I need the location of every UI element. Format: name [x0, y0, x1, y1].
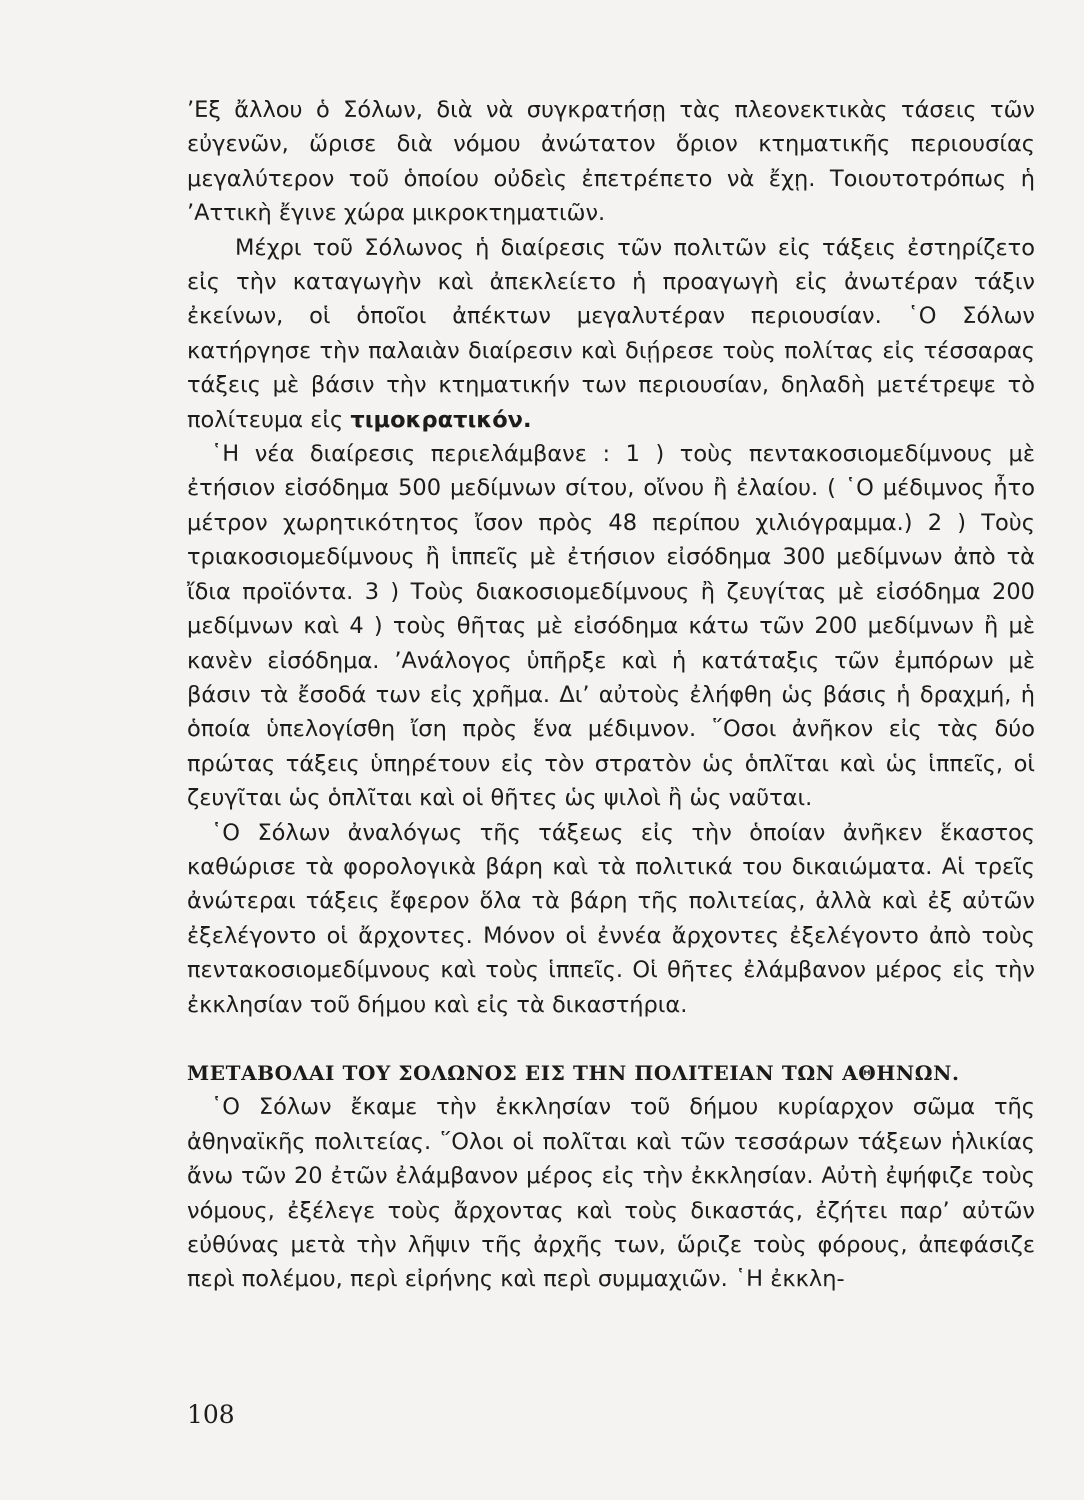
paragraph-assembly: ῾Ο Σόλων ἔκαμε τὴν ἐκκλησίαν τοῦ δήμου κυρίαρχον σῶμα τῆς ἀθηναϊκῆς πολιτείας. ῞Ολοι οἱ πολῖται καὶ τῶν τεσσάρων τάξεων ἡλικίας ἄνω τῶν 20 ἐτῶν ἐλάμβανον μέρος εἰς τὴν ἐκκλησίαν. Αὐτὴ ἐψήφιζε τοὺς νόμους, ἐξέλεγε τοὺς ἄρχοντας καὶ τοὺς δικαστάς, ἐζήτει παρ’ αὐτῶν εὐθύνας μετὰ τὴν λῆψιν τῆς ἀρχῆς των, ὥριζε τοὺς φόρους, ἀπεφάσιζε περὶ πολέμου, περὶ εἰρήνης καὶ περὶ συμμαχιῶν. ῾Η ἐκκλη- [187, 1094, 1035, 1293]
page-number: 108 [187, 1400, 235, 1429]
paragraph-solon-property-limit: ’Εξ ἄλλου ὁ Σόλων, διὰ νὰ συγκρατήσῃ τὰς πλεονεκτικὰς τάσεις τῶν εὐγενῶν, ὥρισε διὰ νόμου ἀνώτατον ὅριον κτηματικῆς περιουσίας μεγαλύτερον τοῦ ὁποίου οὐδεὶς ἐπετρέπετο νὰ ἔχῃ. Τοιουτοτρόπως ἡ ’Αττικὴ ἔγινε χώρα μικροκτηματιῶν. [187, 97, 1035, 227]
paragraph-class-division-text: Μέχρι τοῦ Σόλωνος ἡ διαίρεσις τῶν πολιτῶν εἰς τάξεις ἐστηρίζετο εἰς τὴν καταγωγὴν καὶ ἀπεκλείετο ἡ προαγωγὴ εἰς ἀνωτέραν τάξιν ἐκείνων, οἱ ὁποῖοι ἀπέκτων μεγαλυτέραν περιουσίαν. ῾Ο Σόλων κατήργησε τὴν παλαιὰν διαίρεσιν καὶ διῄρεσε τοὺς πολίτας εἰς τέσσαρας τάξεις μὲ βάσιν τὴν κτηματικήν των περιουσίαν, δηλαδὴ μετέτρεψε τὸ πολίτευμα εἰς [187, 234, 1035, 433]
paragraph-taxes-rights: ῾Ο Σόλων ἀναλόγως τῆς τάξεως εἰς τὴν ὁποίαν ἀνῆκεν ἕκαστος καθώρισε τὰ φορολογικὰ βάρη καὶ τὰ πολιτικά του δικαιώματα. Αἱ τρεῖς ἀνώτεραι τάξεις ἔφερον ὅλα τὰ βάρη τῆς πολιτείας, ἀλλὰ καὶ ἐξ αὐτῶν ἐξελέγοντο οἱ ἄρχοντες. Μόνον οἱ ἐννέα ἄρχοντες ἐξελέγοντο ἀπὸ τοὺς πεντακοσιομεδίμνους καὶ τοὺς ἱππεῖς. Οἱ θῆτες ἐλάμβανον μέρος εἰς τὴν ἐκκλησίαν τοῦ δήμου καὶ εἰς τὰ δικαστήρια. [187, 819, 1035, 1018]
timocracy-term: τιμοκρατικόν. [350, 406, 532, 433]
section-heading: ΜΕΤΑΒΟΛΑΙ ΤΟΥ ΣΟΛΩΝΟΣ ΕΙΣ ΤΗΝ ΠΟΛΙΤΕΙΑΝ ΤΩΝ ΑΘΗΝΩΝ. [187, 1060, 960, 1085]
paragraph-class-division [187, 231, 1035, 437]
section-gap [187, 1022, 1035, 1056]
page-text [187, 93, 1035, 1297]
paragraph-new-classes: ῾Η νέα διαίρεσις περιελάμβανε : 1 ) τοὺς πεντακοσιομεδίμνους μὲ ἐτήσιον εἰσόδημα 500 μεδίμνων σίτου, οἴνου ἢ ἐλαίου. ( ῾Ο μέδιμνος ἦτο μέτρον χωρητικότητος ἴσον πρὸς 48 περίπου χιλιόγραμμα.) 2 ) Τοὺς τριακοσιομεδίμνους ἢ ἱππεῖς μὲ ἐτήσιον εἰσόδημα 300 μεδίμνων ἀπὸ τὰ ἴδια προϊόντα. 3 ) Τοὺς διακοσιομεδίμνους ἢ ζευγίτας μὲ εἰσόδημα 200 μεδίμνων καὶ 4 ) τοὺς θῆτας μὲ εἰσόδημα κάτω τῶν 200 μεδίμνων ἢ μὲ κανὲν εἰσόδημα. ’Ανάλογος ὑπῆρξε καὶ ἡ κατάταξις τῶν ἐμπόρων μὲ βάσιν τὰ ἔσοδά των εἰς χρῆμα. Δι’ αὐτοὺς ἐλήφθη ὡς βάσις ἡ δραχμή, ἡ ὁποία ὑπελογίσθη ἴση πρὸς ἕνα μέδιμνον. ῞Οσοι ἀνῆκον εἰς τὰς δύο πρώτας τάξεις ὑπηρέτουν εἰς τὸν στρατὸν ὡς ὁπλῖται καὶ ὡς ἱππεῖς, οἱ ζευγῖται ὡς ὁπλῖται καὶ οἱ θῆτες ὡς ψιλοὶ ἢ ὡς ναῦται. [187, 441, 1035, 812]
